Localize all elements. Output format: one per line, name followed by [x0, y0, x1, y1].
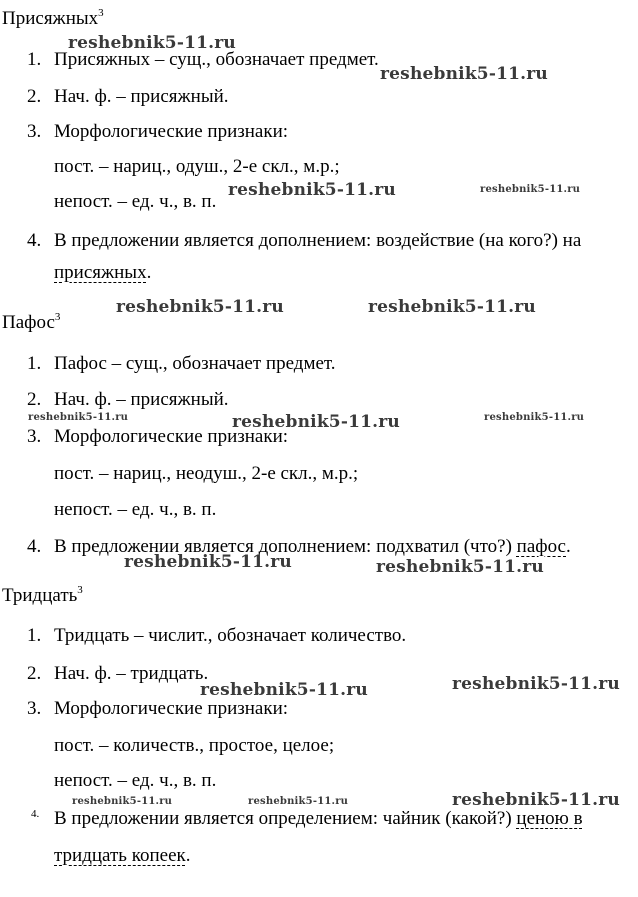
item-number: 2.	[27, 389, 42, 410]
item-text: Пафос – сущ., обозначает предмет.	[54, 353, 336, 374]
item-text: Нач. ф. – присяжный.	[54, 86, 229, 107]
constant-features: пост. – нариц., одуш., 2-е скл., м.р.;	[54, 156, 340, 177]
watermark: reshebnik5-11.ru	[72, 796, 173, 807]
item-continuation: присяжных.	[54, 262, 152, 283]
variable-features: непост. – ед. ч., в. п.	[54, 770, 217, 791]
watermark: reshebnik5-11.ru	[124, 552, 292, 572]
watermark: reshebnik5-11.ru	[452, 790, 620, 810]
item-continuation: тридцать копеек.	[54, 845, 191, 866]
underlined-word: присяжных	[54, 262, 147, 283]
watermark: reshebnik5-11.ru	[380, 64, 548, 84]
watermark: reshebnik5-11.ru	[200, 680, 368, 700]
item-number: 4.	[27, 230, 42, 251]
watermark: reshebnik5-11.ru	[232, 412, 400, 432]
item-number: 1.	[27, 353, 42, 374]
item-number: 1.	[27, 625, 42, 646]
item-number: 3.	[27, 426, 42, 447]
item-text: В предложении является определением: чайник (какой?) ценою в	[54, 808, 583, 829]
item-number: 1.	[27, 49, 42, 70]
watermark: reshebnik5-11.ru	[228, 180, 396, 200]
item-number: 3.	[27, 698, 42, 719]
item-text: Морфологические признаки:	[54, 121, 289, 142]
watermark: reshebnik5-11.ru	[68, 33, 236, 53]
constant-features: пост. – нариц., неодуш., 2-е скл., м.р.;	[54, 463, 359, 484]
section-title: Пафос$^3$	[2, 311, 61, 333]
section-title: Тридцать$^3$	[2, 584, 83, 606]
underlined-word: ценою в	[516, 808, 583, 829]
watermark: reshebnik5-11.ru	[116, 297, 284, 317]
item-text: Морфологические признаки:	[54, 426, 289, 447]
item-text: В предложении является дополнением: подхватил (что?) пафос.	[54, 536, 571, 557]
watermark: reshebnik5-11.ru	[248, 796, 349, 807]
variable-features: непост. – ед. ч., в. п.	[54, 191, 217, 212]
item-text: Морфологические признаки:	[54, 698, 289, 719]
item-number: 4.	[27, 536, 42, 557]
item-text: В предложении является дополнением: воздействие (на кого?) на	[54, 230, 582, 251]
variable-features: непост. – ед. ч., в. п.	[54, 499, 217, 520]
item-number: 2.	[27, 86, 42, 107]
watermark: reshebnik5-11.ru	[368, 297, 536, 317]
constant-features: пост. – количеств., простое, целое;	[54, 735, 335, 756]
watermark: reshebnik5-11.ru	[480, 184, 581, 195]
watermark: reshebnik5-11.ru	[452, 674, 620, 694]
watermark: reshebnik5-11.ru	[484, 412, 585, 423]
underlined-phrase: тридцать копеек	[54, 845, 186, 866]
item-text: Нач. ф. – тридцать.	[54, 663, 209, 684]
item-text: Тридцать – числит., обозначает количество.	[54, 625, 407, 646]
watermark: reshebnik5-11.ru	[28, 412, 129, 423]
underlined-word: пафос	[516, 536, 566, 557]
item-number: 4.	[31, 808, 40, 820]
section-title: Присяжных$^3$	[2, 7, 104, 29]
item-number: 3.	[27, 121, 42, 142]
item-number: 2.	[27, 663, 42, 684]
item-text: Нач. ф. – присяжный.	[54, 389, 229, 410]
item-text: Присяжных – сущ., обозначает предмет.	[54, 49, 379, 70]
watermark: reshebnik5-11.ru	[376, 557, 544, 577]
